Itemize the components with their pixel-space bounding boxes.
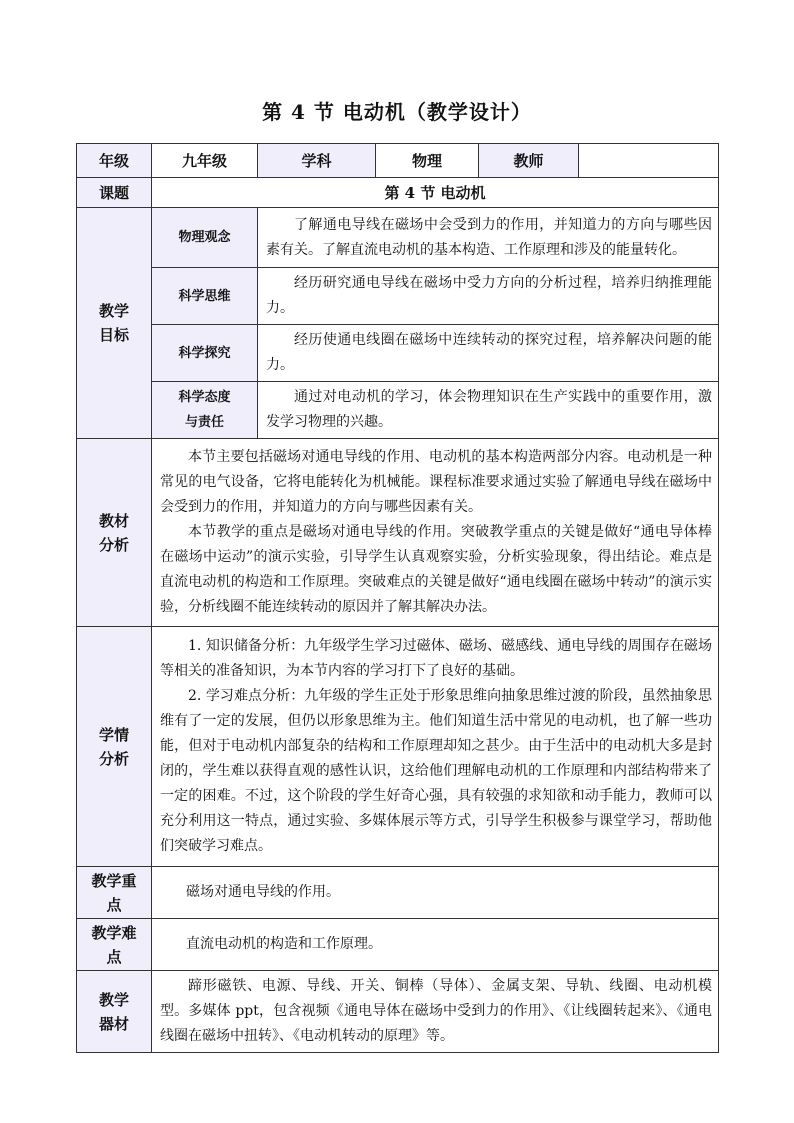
key-point-label-line1: 教学重	[91, 871, 137, 890]
materials-label-line1: 教材	[98, 511, 129, 530]
difficulty-label-line2: 点	[106, 947, 122, 966]
objective-row	[77, 382, 719, 439]
key-point-row	[77, 867, 719, 919]
topic-row	[77, 178, 719, 208]
objective-name: 物理观念	[152, 208, 258, 268]
grade-label: 年级	[77, 144, 152, 178]
paragraph: 本节主要包括磁场对通电导线的作用、电动机的基本构造两部分内容。电动机是一种常见的电气设备，它将电能转化为机械能。课程标准要求通过实验了解通电导线在磁场中会受到力的作用，并知道力的方向与哪些因素有关。	[160, 449, 712, 515]
objectives-label-line2: 目标	[98, 326, 129, 344]
key-point-label-line2: 点	[106, 895, 122, 914]
difficulty-row	[77, 919, 719, 971]
objective-row	[77, 208, 719, 268]
key-point-text: 磁场对通电导线的作用。	[152, 867, 719, 919]
student-analysis-row	[77, 627, 719, 867]
objective-row	[77, 325, 719, 382]
objective-text: 经历使通电线圈在磁场中连续转动的探究过程，培养解决问题的能力。	[258, 325, 719, 382]
objective-name-line2: 与责任	[184, 415, 224, 430]
difficulty-label	[77, 919, 152, 971]
subject-value: 物理	[376, 144, 479, 178]
paragraph: 2. 学习难点分析：九年级的学生正处于形象思维向抽象思维过渡的阶段，虽然抽象思维有了一定的发展，但仍以形象思维为主。他们知道生活中常见的电动机，也了解一些功能，但对于电动机内部复杂的结构和工作原理却知之甚少。由于生活中的电动机大多是封闭的，学生难以获得直观的感性认识，这给他们理解电动机的工作原理和内部结构带来了一定的困难。不过，这个阶段的学生好奇心强，具有较强的求知欲和动手能力，教师可以充分利用这一特点，通过实验、多媒体展示等方式，引导学生积极参与课堂学习，帮助他们突破学习难点。	[160, 688, 712, 854]
equipment-label-line1: 教学	[98, 990, 129, 1009]
objective-text: 经历研究通电导线在磁场中受力方向的分析过程，培养归纳推理能力。	[258, 268, 719, 325]
equipment-label-line2: 器材	[98, 1014, 129, 1033]
objective-text: 了解通电导线在磁场中会受到力的作用，并知道力的方向与哪些因素有关。了解直流电动机的基本构造、工作原理和涉及的能量转化。	[258, 208, 719, 268]
objective-name	[152, 382, 258, 439]
lesson-plan-table	[76, 143, 719, 1053]
objective-name-line1: 科学态度	[178, 390, 231, 405]
student-analysis-text	[152, 627, 719, 867]
equipment-label	[77, 971, 152, 1053]
materials-analysis-row	[77, 439, 719, 627]
grade-value: 九年级	[152, 144, 258, 178]
difficulty-label-line1: 教学难	[91, 923, 137, 942]
materials-label-line2: 分析	[98, 535, 129, 554]
objectives-label	[77, 208, 152, 439]
difficulty-text: 直流电动机的构造和工作原理。	[152, 919, 719, 971]
equipment-text: 蹄形磁铁、电源、导线、开关、铜棒（导体）、金属支架、导轨、线圈、电动机模型。多媒体 ppt，包含视频《通电导体在磁场中受到力的作用》、《让线圈转起来》、《通电线圈在磁场中扭转》、《电动机转动的原理》等。	[152, 971, 719, 1053]
student-label-line2: 分析	[98, 749, 129, 768]
topic-value: 第 4 节 电动机	[152, 178, 719, 208]
paragraph: 1. 知识储备分析：九年级学生学习过磁体、磁场、磁感线、通电导线的周围存在磁场等相关的准备知识，为本节内容的学习打下了良好的基础。	[160, 638, 712, 679]
teacher-label: 教师	[479, 144, 579, 178]
topic-label: 课题	[77, 178, 152, 208]
paragraph: 本节教学的重点是磁场对通电导线的作用。突破教学重点的关键是做好“通电导体棒在磁场中运动”的演示实验，引导学生认真观察实验，分析实验现象，得出结论。难点是直流电动机的构造和工作原理。突破难点的关键是做好“通电线圈在磁场中转动”的演示实验，分析线圈不能连续转动的原因并了解其解决办法。	[160, 524, 712, 615]
student-label-line1: 学情	[98, 725, 129, 744]
objective-text: 通过对电动机的学习，体会物理知识在生产实践中的重要作用，激发学习物理的兴趣。	[258, 382, 719, 439]
objective-name: 科学探究	[152, 325, 258, 382]
student-analysis-label	[77, 627, 152, 867]
objective-row	[77, 268, 719, 325]
teacher-value	[579, 144, 719, 178]
objectives-label-line1: 教学	[98, 302, 129, 320]
page-title: 第 4 节 电动机（教学设计）	[262, 100, 532, 124]
header-row	[77, 144, 719, 178]
materials-analysis-text	[152, 439, 719, 627]
objective-name: 科学思维	[152, 268, 258, 325]
equipment-row	[77, 971, 719, 1053]
key-point-label	[77, 867, 152, 919]
materials-analysis-label	[77, 439, 152, 627]
subject-label: 学科	[258, 144, 376, 178]
